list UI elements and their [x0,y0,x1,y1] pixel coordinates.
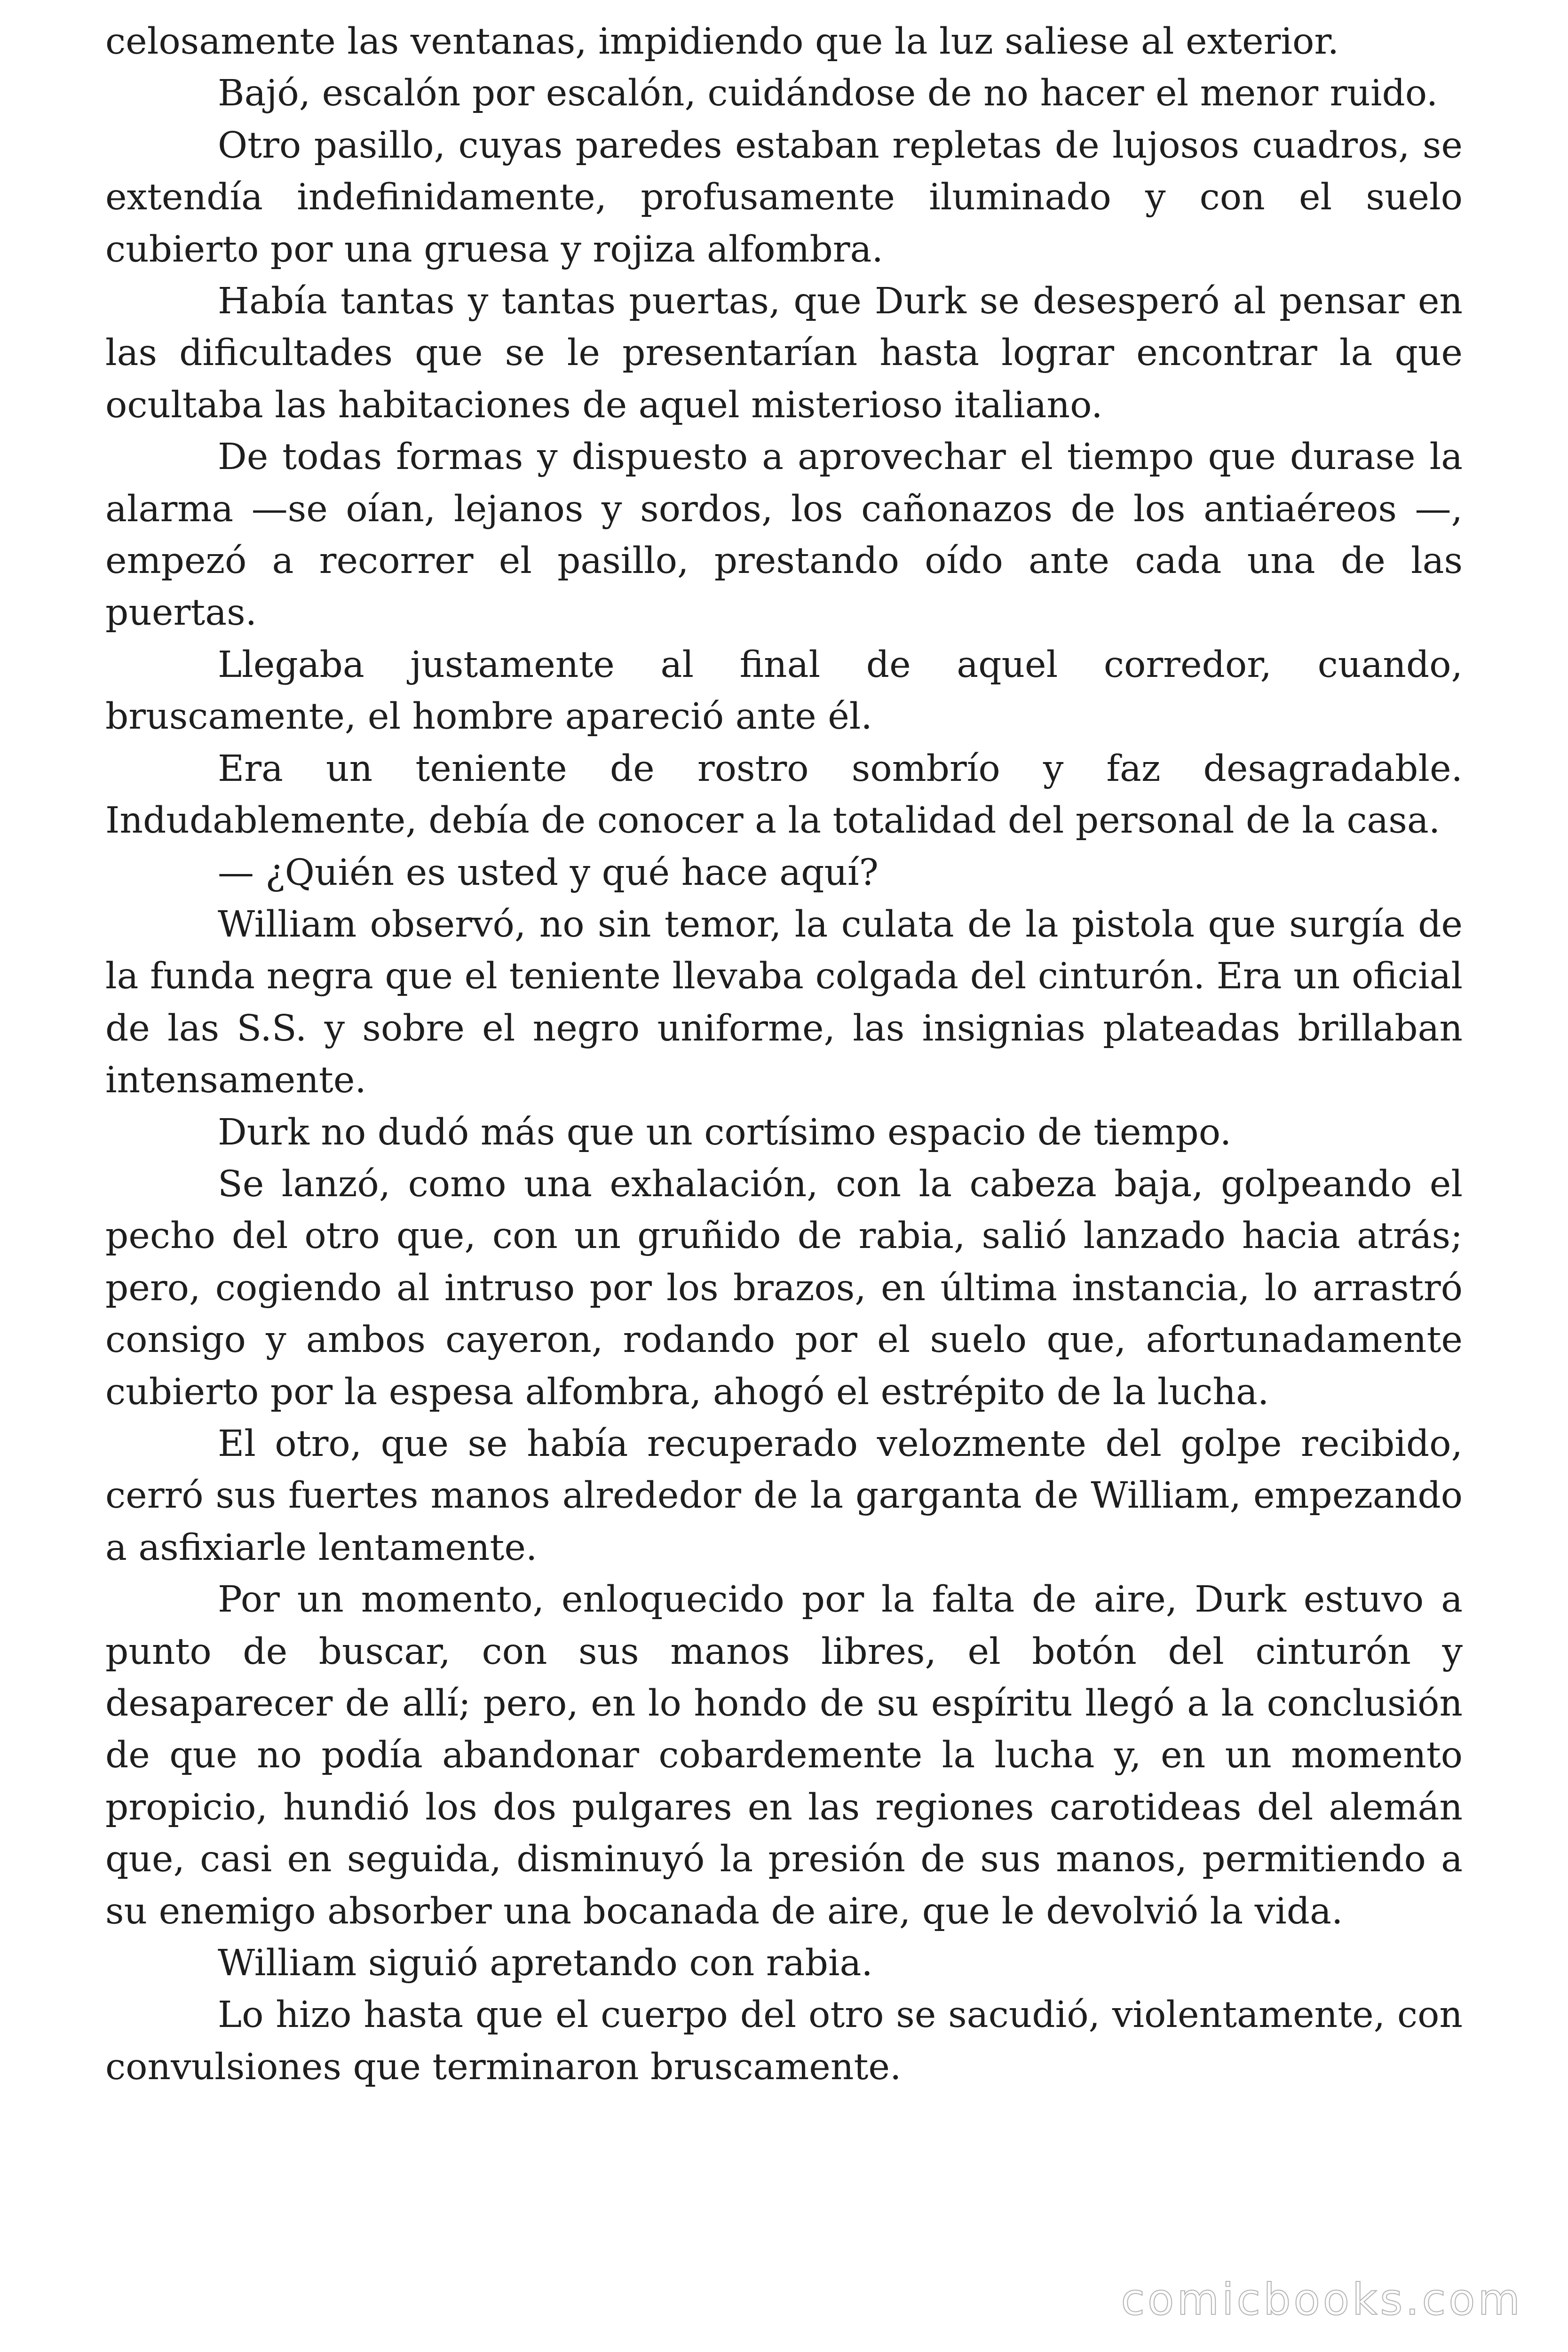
paragraph-10: Durk no dudó más que un cortísimo espacio de tiempo. [218,1111,1232,1153]
paragraph-1: celosamente las ventanas, impidiendo que la luz saliese al exterior. [105,21,1339,63]
paragraph-11: Se lanzó, como una exhalación, con la cabeza baja, golpeando el pecho del otro que, con un gruñido de rabia, salió lanzado hacia atrás; pero, cogiendo al intruso por los brazos, en última instancia, lo arrastró consigo y ambos cayeron, rodando por el suelo que, afortunadamente cubierto por la espesa alfombra, ahogó el estrépito de la lucha. [105,1163,1463,1413]
paragraph-6: Llegaba justamente al final de aquel corredor, cuando, bruscamente, el hombre apareció ante él. [105,644,1463,738]
paragraph-2: Bajó, escalón por escalón, cuidándose de no hacer el menor ruido. [218,72,1438,115]
paragraph-5: De todas formas y dispuesto a aprovechar el tiempo que durase la alarma —se oían, lejanos y sordos, los cañonazos de los antiaéreos —, empezó a recorrer el pasillo, prestando oído ante cada una de las puertas. [105,436,1463,634]
paragraph-14: William siguió apretando con rabia. [218,1942,873,1985]
paragraph-4: Había tantas y tantas puertas, que Durk se desesperó al pensar en las dificultades que se le presentarían hasta lograr encontrar la que ocultaba las habitaciones de aquel misterioso italiano. [105,280,1463,426]
paragraph-13: Por un momento, enloquecido por la falta de aire, Durk estuvo a punto de buscar, con sus manos libres, el botón del cinturón y desaparecer de allí; pero, en lo hondo de su espíritu llegó a la conclusión de que no podía abandonar cobardemente la lucha y, en un momento propicio, hundió los dos pulgares en las regiones carotideas del alemán que, casi en seguida, disminuyó la presión de sus manos, permitiendo a su enemigo absorber una bocanada de aire, que le devolvió la vida. [105,1579,1463,1932]
watermark: comicbooks.com [1121,2274,1523,2325]
paragraph-7: Era un teniente de rostro sombrío y faz desagradable. Indudablemente, debía de conocer a la totalidad del personal de la casa. [105,747,1463,842]
paragraph-15: Lo hizo hasta que el cuerpo del otro se sacudió, violentamente, con convulsiones que terminaron bruscamente. [105,1994,1463,2088]
page-text [105,16,1463,2093]
paragraph-8-dialogue: — ¿Quién es usted y qué hace aquí? [218,851,879,894]
paragraph-9: William observó, no sin temor, la culata de la pistola que surgía de la funda negra que el teniente llevaba colgada del cinturón. Era un oficial de las S.S. y sobre el negro uniforme, las insignias plateadas brillaban intensamente. [105,903,1463,1102]
paragraph-3: Otro pasillo, cuyas paredes estaban repletas de lujosos cuadros, se extendía indefinidamente, profusamente iluminado y con el suelo cubierto por una gruesa y rojiza alfombra. [105,124,1463,270]
paragraph-12: El otro, que se había recuperado velozmente del golpe recibido, cerró sus fuertes manos alrededor de la garganta de William, empezando a asfixiarle lentamente. [105,1422,1463,1569]
